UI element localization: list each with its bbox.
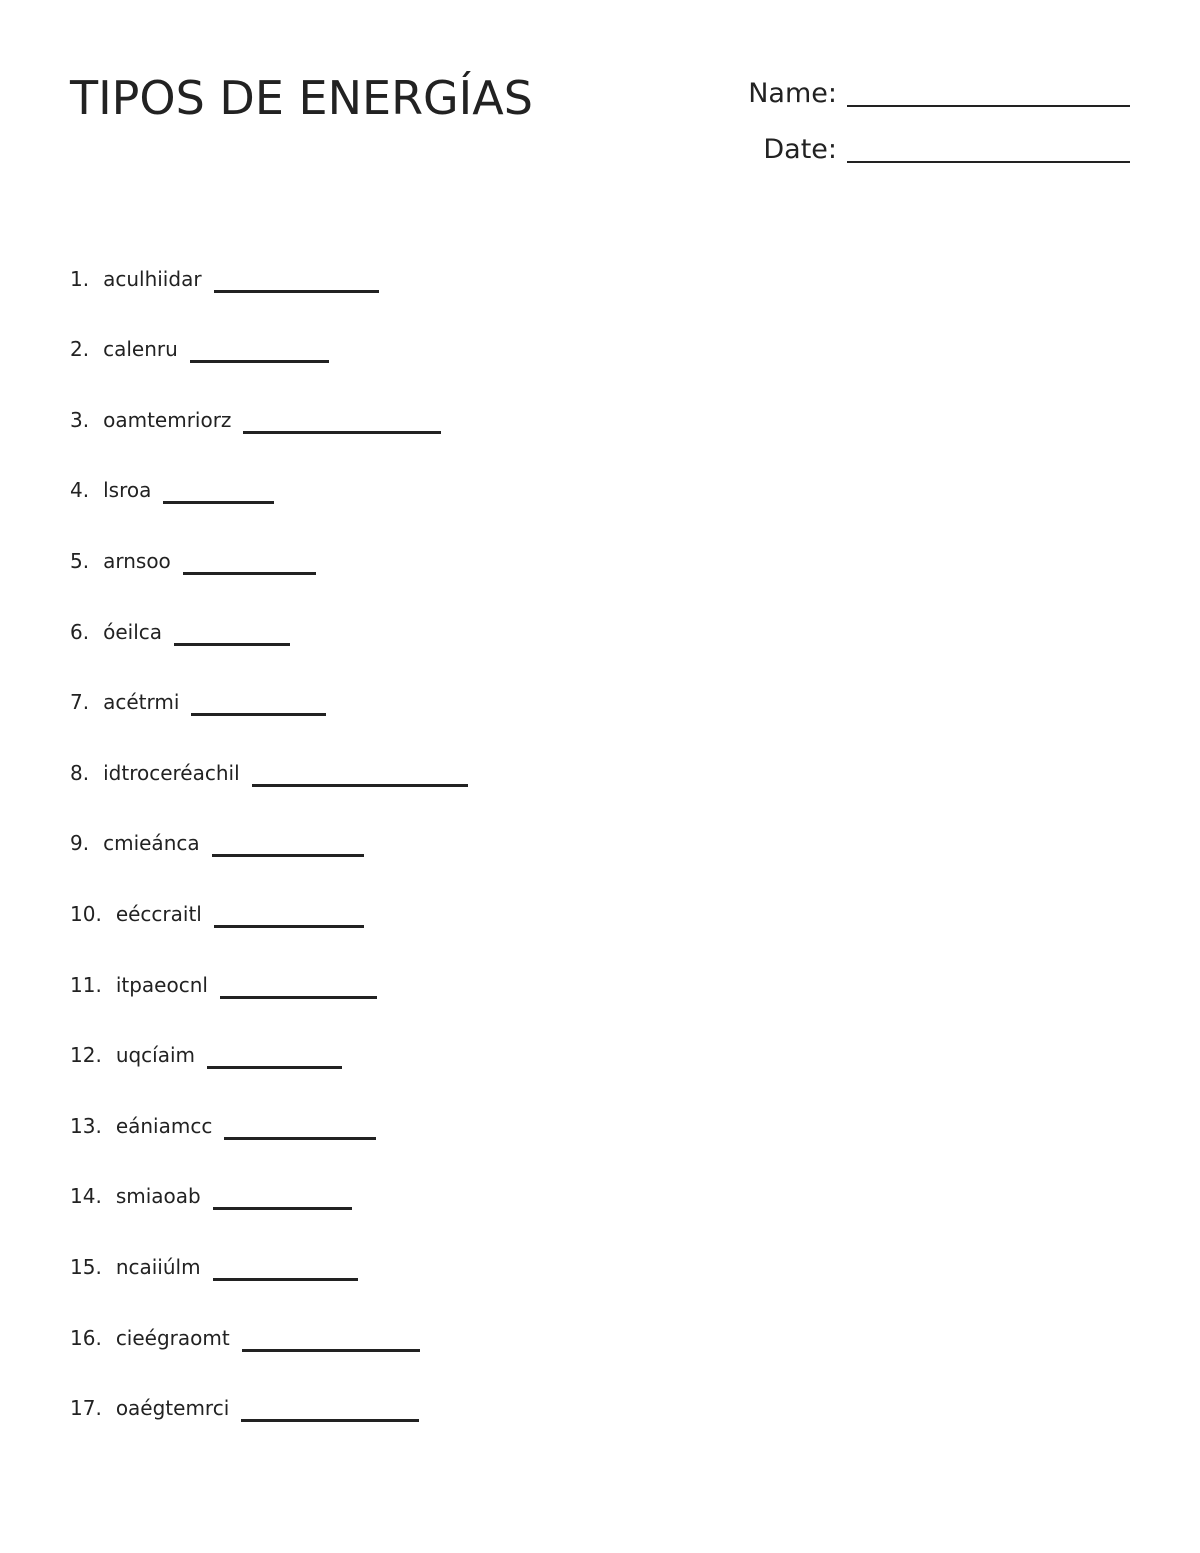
answer-blank[interactable] [224, 1136, 376, 1140]
scrambled-word: óeilca [103, 619, 162, 644]
list-item-row [70, 263, 379, 289]
list-item [70, 1065, 468, 1136]
list-item-row [70, 474, 274, 503]
scrambled-word: cieégraomt [115, 1325, 230, 1350]
list-item-row [70, 969, 377, 995]
scrambled-word: eániamcc [115, 1113, 213, 1138]
list-item [70, 1206, 468, 1277]
answer-blank[interactable] [242, 1348, 420, 1352]
date-field [763, 136, 1130, 163]
list-item-row [70, 1322, 420, 1348]
scrambled-word: ncaiiúlm [115, 1254, 201, 1279]
list-item [70, 289, 468, 360]
answer-blank[interactable] [214, 289, 379, 293]
list-item-row [70, 898, 364, 924]
item-number: 17. [70, 1396, 102, 1421]
item-number: 5. [70, 548, 90, 573]
scrambled-word: itpaeocnl [115, 972, 208, 997]
date-input-line[interactable] [847, 139, 1130, 163]
list-item-row [70, 686, 326, 715]
answer-blank[interactable] [241, 1418, 419, 1422]
list-item-row [70, 1392, 419, 1421]
list-item [70, 853, 468, 924]
scrambled-word: cmieánca [103, 831, 200, 856]
item-number: 13. [70, 1113, 102, 1138]
page-title: TIPOS DE ENERGÍAS [70, 71, 533, 125]
list-item-row [70, 616, 290, 642]
list-item-row [70, 1039, 342, 1068]
scrambled-word: calenru [103, 337, 178, 362]
item-number: 12. [70, 1043, 102, 1068]
list-item-row [70, 1180, 352, 1209]
list-item [70, 1136, 468, 1207]
list-item-row [70, 404, 441, 430]
answer-blank[interactable] [213, 1277, 358, 1281]
date-label: Date: [763, 134, 837, 165]
scrambled-word: acétrmi [103, 690, 180, 715]
list-item-row [70, 1251, 358, 1277]
scrambled-word: idtroceréachil [103, 760, 240, 785]
list-item-row [70, 1110, 376, 1136]
answer-blank[interactable] [163, 500, 274, 504]
list-item [70, 783, 468, 854]
item-number: 11. [70, 972, 102, 997]
name-field [748, 80, 1130, 107]
item-number: 2. [70, 337, 90, 362]
list-item [70, 712, 468, 783]
item-number: 9. [70, 831, 90, 856]
item-number: 1. [70, 266, 90, 291]
list-item [70, 500, 468, 571]
list-item [70, 642, 468, 713]
item-number: 4. [70, 478, 90, 503]
scrambled-word: lsroa [103, 478, 152, 503]
list-item [70, 1348, 468, 1419]
answer-blank[interactable] [252, 783, 468, 787]
scrambled-word: oaégtemrci [115, 1396, 230, 1421]
item-number: 10. [70, 901, 102, 926]
item-number: 8. [70, 760, 90, 785]
scrambled-word-list [70, 218, 468, 1421]
scrambled-word: arnsoo [103, 548, 171, 573]
scrambled-word: uqcíaim [115, 1043, 196, 1068]
list-item [70, 924, 468, 995]
item-number: 16. [70, 1325, 102, 1350]
scrambled-word: aculhiidar [103, 266, 202, 291]
answer-blank[interactable] [174, 642, 290, 646]
answer-blank[interactable] [212, 853, 364, 857]
name-input-line[interactable] [847, 83, 1130, 107]
list-item-row [70, 757, 468, 783]
answer-blank[interactable] [243, 430, 441, 434]
answer-blank[interactable] [220, 995, 377, 999]
scrambled-word: smiaoab [115, 1184, 201, 1209]
item-number: 6. [70, 619, 90, 644]
scrambled-word: oamtemriorz [103, 407, 232, 432]
list-item-row [70, 545, 316, 571]
list-item [70, 218, 468, 289]
item-number: 3. [70, 407, 90, 432]
answer-blank[interactable] [207, 1065, 342, 1069]
item-number: 15. [70, 1254, 102, 1279]
list-item [70, 1277, 468, 1348]
list-item [70, 430, 468, 501]
scrambled-word: eéccraitl [115, 901, 202, 926]
answer-blank[interactable] [191, 712, 326, 716]
list-item-row [70, 333, 329, 362]
answer-blank[interactable] [214, 924, 364, 928]
list-item [70, 359, 468, 430]
answer-blank[interactable] [190, 359, 329, 363]
answer-blank[interactable] [213, 1206, 352, 1210]
item-number: 14. [70, 1184, 102, 1209]
list-item [70, 995, 468, 1066]
list-item-row [70, 827, 364, 856]
name-label: Name: [748, 78, 837, 109]
answer-blank[interactable] [183, 571, 316, 575]
item-number: 7. [70, 690, 90, 715]
list-item [70, 571, 468, 642]
